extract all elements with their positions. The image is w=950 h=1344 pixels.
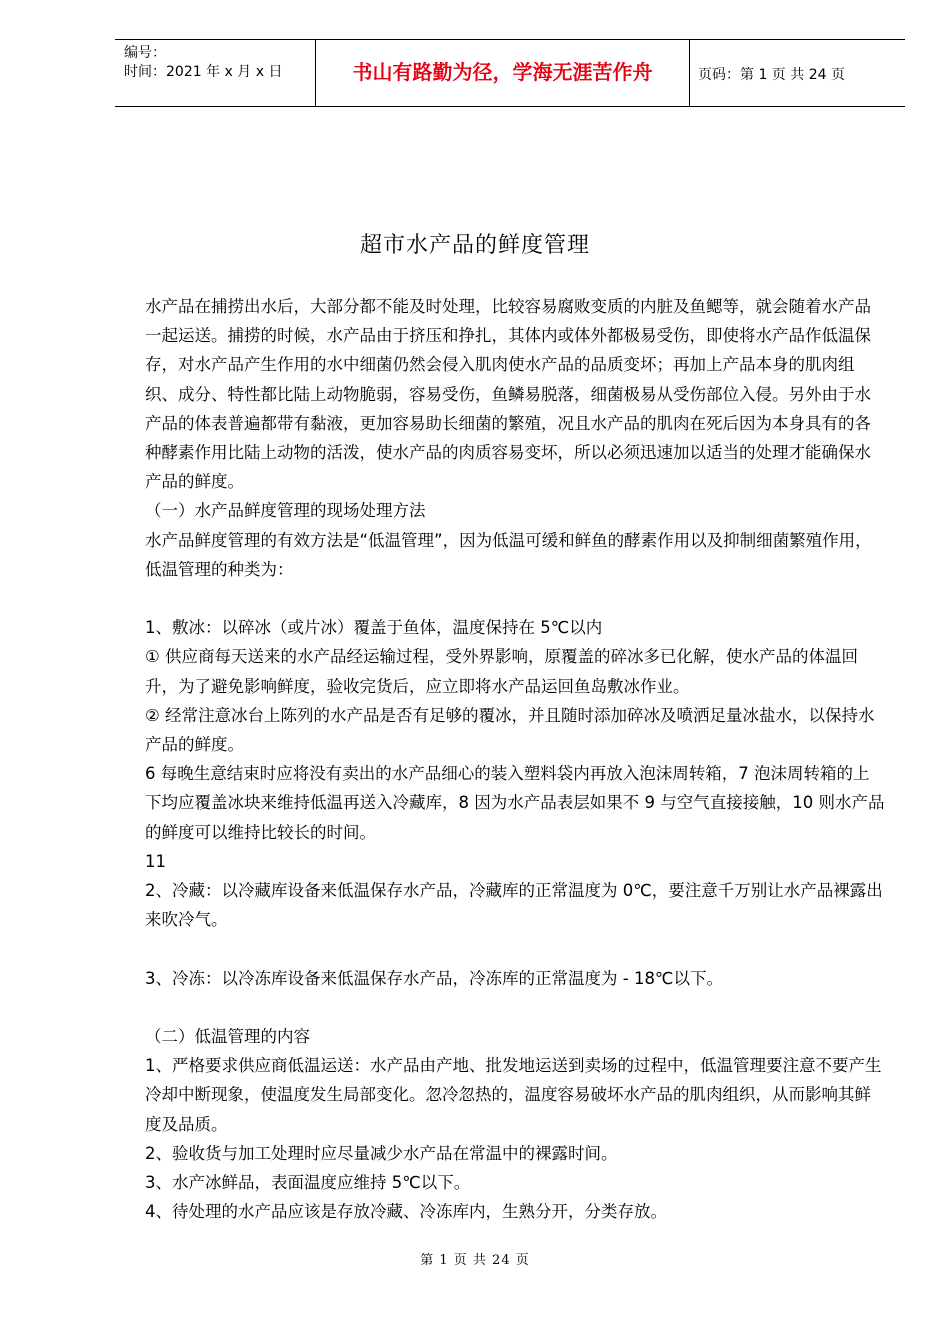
document-title: 超市水产品的鲜度管理 [359,233,590,258]
list-item: 1、敷冰：以碎冰（或片冰）覆盖于鱼体，温度保持在 5℃以内 [145,618,603,638]
section-heading: （一）水产品鲜度管理的现场处理方法 [145,501,426,521]
list-item: 4、待处理的水产品应该是存放冷藏、冷冻库内，生熟分开，分类存放。 [145,1202,667,1222]
list-item: ① 供应商每天送来的水产品经运输过程，受外界影响，原覆盖的碎冰多已化解，使水产品的体温回升，为了避免影响鲜度，验收完货后，应立即将水产品运回鱼岛敷冰作业。 [145,647,859,696]
header-bottom-rule [115,106,905,107]
blank-line [145,584,885,613]
section-heading: （二）低温管理的内容 [145,1027,310,1047]
paragraph: 水产品在捕捞出水后，大部分都不能及时处理，比较容易腐败变质的内脏及鱼鳃等，就会随着水产品一起运送。捕捞的时候，水产品由于挤压和挣扎，其体内或体外都极易受伤，即使将水产品作低温保存，对水产品产生作用的水中细菌仍然会侵入肌肉使水产品的品质变坏；再加上产品本身的肌肉组织、成分、特性都比陆上动物脆弱，容易受伤，鱼鳞易脱落，细菌极易从受伤部位入侵。另外由于水产品的体表普遍都带有黏液，更加容易助长细菌的繁殖，况且水产品的肌肉在死后因为本身具有的各种酵素作用比陆上动物的活泼，使水产品的肉质容易变坏，所以必须迅速加以适当的处理才能确保水产品的鲜度。 [145,297,871,492]
header-page-info: 页码：第 1 页 共 24 页 [698,67,845,83]
paragraph: 6 每晚生意结束时应将没有卖出的水产品细心的装入塑料袋内再放入泡沫周转箱，7 泡沫周转箱的上下均应覆盖冰块来维持低温再送入冷藏库，8 因为水产品表层如果不 9 与空气直接接触，10 则水产品的鲜度可以维持比较长的时间。 [145,764,885,842]
list-item: 3、水产冰鲜品，表面温度应维持 5℃以下。 [145,1173,471,1193]
header-number: 编号： [124,45,166,61]
list-item: 3、冷冻：以冷冻库设备来低温保存水产品，冷冻库的正常温度为 - 18℃以下。 [145,968,723,988]
paragraph: 水产品鲜度管理的有效方法是“低温管理”，因为低温可缓和鲜鱼的酵素作用以及抑制细菌繁殖作用，低温管理的种类为： [145,530,872,579]
header-meta [124,44,282,82]
page-footer: 第 1 页 共 24 页 [420,1253,530,1268]
list-item: ② 经常注意冰台上陈列的水产品是否有足够的覆冰，并且随时添加碎冰及喷洒足量冰盐水，以保持水产品的鲜度。 [145,705,875,755]
blank-line [145,934,885,963]
list-item: 1、严格要求供应商低温运送：水产品由产地、批发地运送到卖场的过程中，低温管理要注意不要产生冷却中断现象，使温度发生局部变化。忽冷忽热的，温度容易破坏水产品的肌肉组织，从而影响其鲜度及品质。 [145,1056,882,1134]
header-top-rule [115,39,905,40]
header-motto: 书山有路勤为径，学海无涯苦作舟 [352,60,653,84]
blank-line [145,993,885,1022]
document-body [145,292,885,1226]
paragraph: 11 [145,851,166,871]
header-divider-right [689,39,690,107]
list-item: 2、验收货与加工处理时应尽量减少水产品在常温中的裸露时间。 [145,1143,618,1163]
header-time: 时间：2021 年 x 月 x 日 [124,64,283,80]
list-item: 2、冷藏：以冷藏库设备来低温保存水产品，冷藏库的正常温度为 0℃，要注意千万别让水产品裸露出来吹冷气。 [145,881,883,930]
